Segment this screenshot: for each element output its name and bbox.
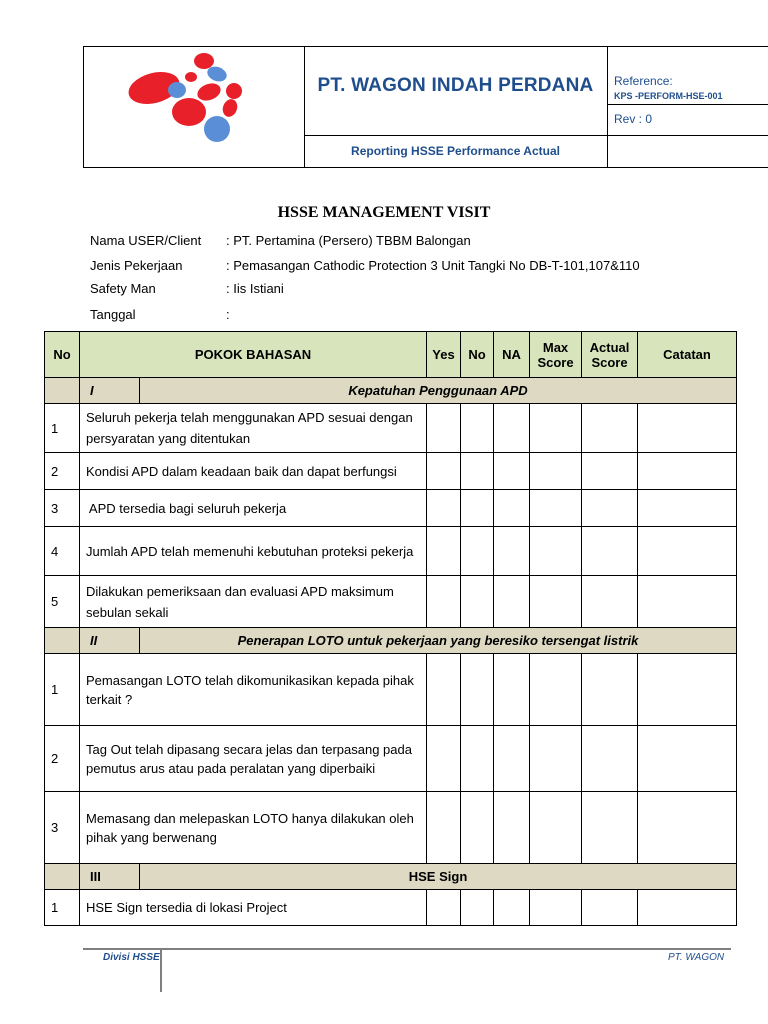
revision-label: Rev : 0 xyxy=(614,112,653,126)
na-cell[interactable] xyxy=(494,490,530,527)
reference-cell xyxy=(608,47,768,105)
na-cell[interactable] xyxy=(494,792,530,864)
section-number: I xyxy=(80,378,140,404)
max-score-cell[interactable] xyxy=(530,527,582,576)
no-cell[interactable] xyxy=(461,576,494,628)
actual-score-line1: Actual xyxy=(589,339,630,355)
section-spacer xyxy=(45,628,80,654)
yes-cell[interactable] xyxy=(427,527,461,576)
logo-cell xyxy=(84,47,305,167)
actual-score-cell[interactable] xyxy=(582,453,638,490)
document-header xyxy=(83,46,768,168)
revision-cell xyxy=(608,105,768,136)
no-cell[interactable] xyxy=(461,792,494,864)
actual-score-cell[interactable] xyxy=(582,490,638,527)
na-cell[interactable] xyxy=(494,404,530,453)
no-cell[interactable] xyxy=(461,654,494,726)
checklist-table xyxy=(44,331,737,926)
table-row xyxy=(45,404,737,453)
col-header-max-score xyxy=(530,332,582,378)
yes-cell[interactable] xyxy=(427,890,461,926)
catatan-cell[interactable] xyxy=(638,453,737,490)
company-cell xyxy=(304,47,608,136)
footer-divider xyxy=(83,948,731,950)
catatan-cell[interactable] xyxy=(638,490,737,527)
reference-label: Reference: xyxy=(614,74,673,88)
footer-company: PT. WAGON xyxy=(668,952,725,963)
col-header-na: NA xyxy=(494,332,530,378)
row-number: 2 xyxy=(45,453,80,490)
no-cell[interactable] xyxy=(461,527,494,576)
company-name: PT. WAGON INDAH PERDANA xyxy=(317,75,594,96)
col-header-no-answer: No xyxy=(461,332,494,378)
row-text: Pemasangan LOTO telah dikomunikasikan kepada pihak terkait ? xyxy=(80,654,427,726)
no-cell[interactable] xyxy=(461,726,494,792)
table-row xyxy=(45,453,737,490)
na-cell[interactable] xyxy=(494,453,530,490)
info-value: : PT. Pertamina (Persero) TBBM Balongan xyxy=(226,233,471,248)
no-cell[interactable] xyxy=(461,490,494,527)
max-score-cell[interactable] xyxy=(530,654,582,726)
actual-score-cell[interactable] xyxy=(582,890,638,926)
section-number: III xyxy=(80,864,140,890)
catatan-cell[interactable] xyxy=(638,404,737,453)
max-score-cell[interactable] xyxy=(530,890,582,926)
report-subtitle: Reporting HSSE Performance Actual xyxy=(351,144,560,158)
actual-score-cell[interactable] xyxy=(582,576,638,628)
yes-cell[interactable] xyxy=(427,453,461,490)
na-cell[interactable] xyxy=(494,576,530,628)
max-score-line1: Max xyxy=(542,339,569,355)
table-row xyxy=(45,490,737,527)
row-text: Kondisi APD dalam keadaan baik dan dapat berfungsi xyxy=(80,453,427,490)
max-score-line2: Score xyxy=(537,354,574,370)
section-title: Penerapan LOTO untuk pekerjaan yang beresiko tersengat listrik xyxy=(140,628,737,654)
table-row xyxy=(45,576,737,628)
info-label: Tanggal xyxy=(90,307,136,322)
yes-cell[interactable] xyxy=(427,726,461,792)
row-text: Seluruh pekerja telah menggunakan APD sesuai dengan persyaratan yang ditentukan xyxy=(80,404,427,453)
row-text: Jumlah APD telah memenuhi kebutuhan proteksi pekerja xyxy=(80,527,427,576)
actual-score-cell[interactable] xyxy=(582,726,638,792)
section-row xyxy=(45,628,737,654)
yes-cell[interactable] xyxy=(427,792,461,864)
max-score-cell[interactable] xyxy=(530,726,582,792)
na-cell[interactable] xyxy=(494,654,530,726)
actual-score-line2: Score xyxy=(591,354,628,370)
col-header-pokok-bahasan: POKOK BAHASAN xyxy=(80,332,427,378)
document-title: HSSE MANAGEMENT VISIT xyxy=(277,204,491,221)
table-row xyxy=(45,654,737,726)
row-number: 3 xyxy=(45,792,80,864)
catatan-cell[interactable] xyxy=(638,654,737,726)
info-label: Nama USER/Client xyxy=(90,233,202,248)
row-number: 2 xyxy=(45,726,80,792)
yes-cell[interactable] xyxy=(427,576,461,628)
row-text: Memasang dan melepaskan LOTO hanya dilakukan oleh pihak yang berwenang xyxy=(80,792,427,864)
row-number: 4 xyxy=(45,527,80,576)
yes-cell[interactable] xyxy=(427,490,461,527)
table-row xyxy=(45,792,737,864)
row-text: APD tersedia bagi seluruh pekerja xyxy=(80,490,427,527)
row-number: 1 xyxy=(45,404,80,453)
info-value: : Iis Istiani xyxy=(226,281,284,296)
catatan-cell[interactable] xyxy=(638,792,737,864)
max-score-cell[interactable] xyxy=(530,576,582,628)
max-score-cell[interactable] xyxy=(530,792,582,864)
info-label: Safety Man xyxy=(90,281,156,296)
col-header-no: No xyxy=(45,332,80,378)
section-title: HSE Sign xyxy=(140,864,737,890)
section-row xyxy=(45,864,737,890)
table-row xyxy=(45,726,737,792)
row-number: 3 xyxy=(45,490,80,527)
max-score-cell[interactable] xyxy=(530,404,582,453)
reference-code: KPS -PERFORM-HSE-001 xyxy=(614,91,723,101)
info-value: : Pemasangan Cathodic Protection 3 Unit Tangki No DB-T-101,107&110 xyxy=(226,258,640,273)
section-row xyxy=(45,378,737,404)
row-text: Dilakukan pemeriksaan dan evaluasi APD maksimum sebulan sekali xyxy=(80,576,427,628)
blank-cell xyxy=(608,136,768,167)
yes-cell[interactable] xyxy=(427,404,461,453)
max-score-cell[interactable] xyxy=(530,453,582,490)
no-cell[interactable] xyxy=(461,404,494,453)
catatan-cell[interactable] xyxy=(638,890,737,926)
row-number: 1 xyxy=(45,890,80,926)
na-cell[interactable] xyxy=(494,890,530,926)
actual-score-cell[interactable] xyxy=(582,527,638,576)
catatan-cell[interactable] xyxy=(638,726,737,792)
row-number: 5 xyxy=(45,576,80,628)
section-spacer xyxy=(45,378,80,404)
info-label: Jenis Pekerjaan xyxy=(90,258,183,273)
section-title: Kepatuhan Penggunaan APD xyxy=(140,378,737,404)
yes-cell[interactable] xyxy=(427,654,461,726)
col-header-catatan: Catatan xyxy=(638,332,737,378)
max-score-cell[interactable] xyxy=(530,490,582,527)
section-number: II xyxy=(80,628,140,654)
row-text: Tag Out telah dipasang secara jelas dan terpasang pada pemutus arus atau pada peralatan yang diperbaiki xyxy=(80,726,427,792)
table-row xyxy=(45,527,737,576)
row-text: HSE Sign tersedia di lokasi Project xyxy=(80,890,427,926)
no-cell[interactable] xyxy=(461,890,494,926)
row-number: 1 xyxy=(45,654,80,726)
col-header-actual-score xyxy=(582,332,638,378)
actual-score-cell[interactable] xyxy=(582,792,638,864)
actual-score-cell[interactable] xyxy=(582,654,638,726)
na-cell[interactable] xyxy=(494,527,530,576)
catatan-cell[interactable] xyxy=(638,576,737,628)
table-row xyxy=(45,890,737,926)
footer-division: Divisi HSSE xyxy=(103,952,160,963)
info-value: : xyxy=(226,307,230,322)
footer-vertical-divider xyxy=(160,950,162,992)
company-logo xyxy=(84,47,304,167)
subtitle-cell xyxy=(304,136,608,167)
col-header-yes: Yes xyxy=(427,332,461,378)
catatan-cell[interactable] xyxy=(638,527,737,576)
table-header-row xyxy=(45,332,737,378)
no-cell[interactable] xyxy=(461,453,494,490)
section-spacer xyxy=(45,864,80,890)
na-cell[interactable] xyxy=(494,726,530,792)
actual-score-cell[interactable] xyxy=(582,404,638,453)
